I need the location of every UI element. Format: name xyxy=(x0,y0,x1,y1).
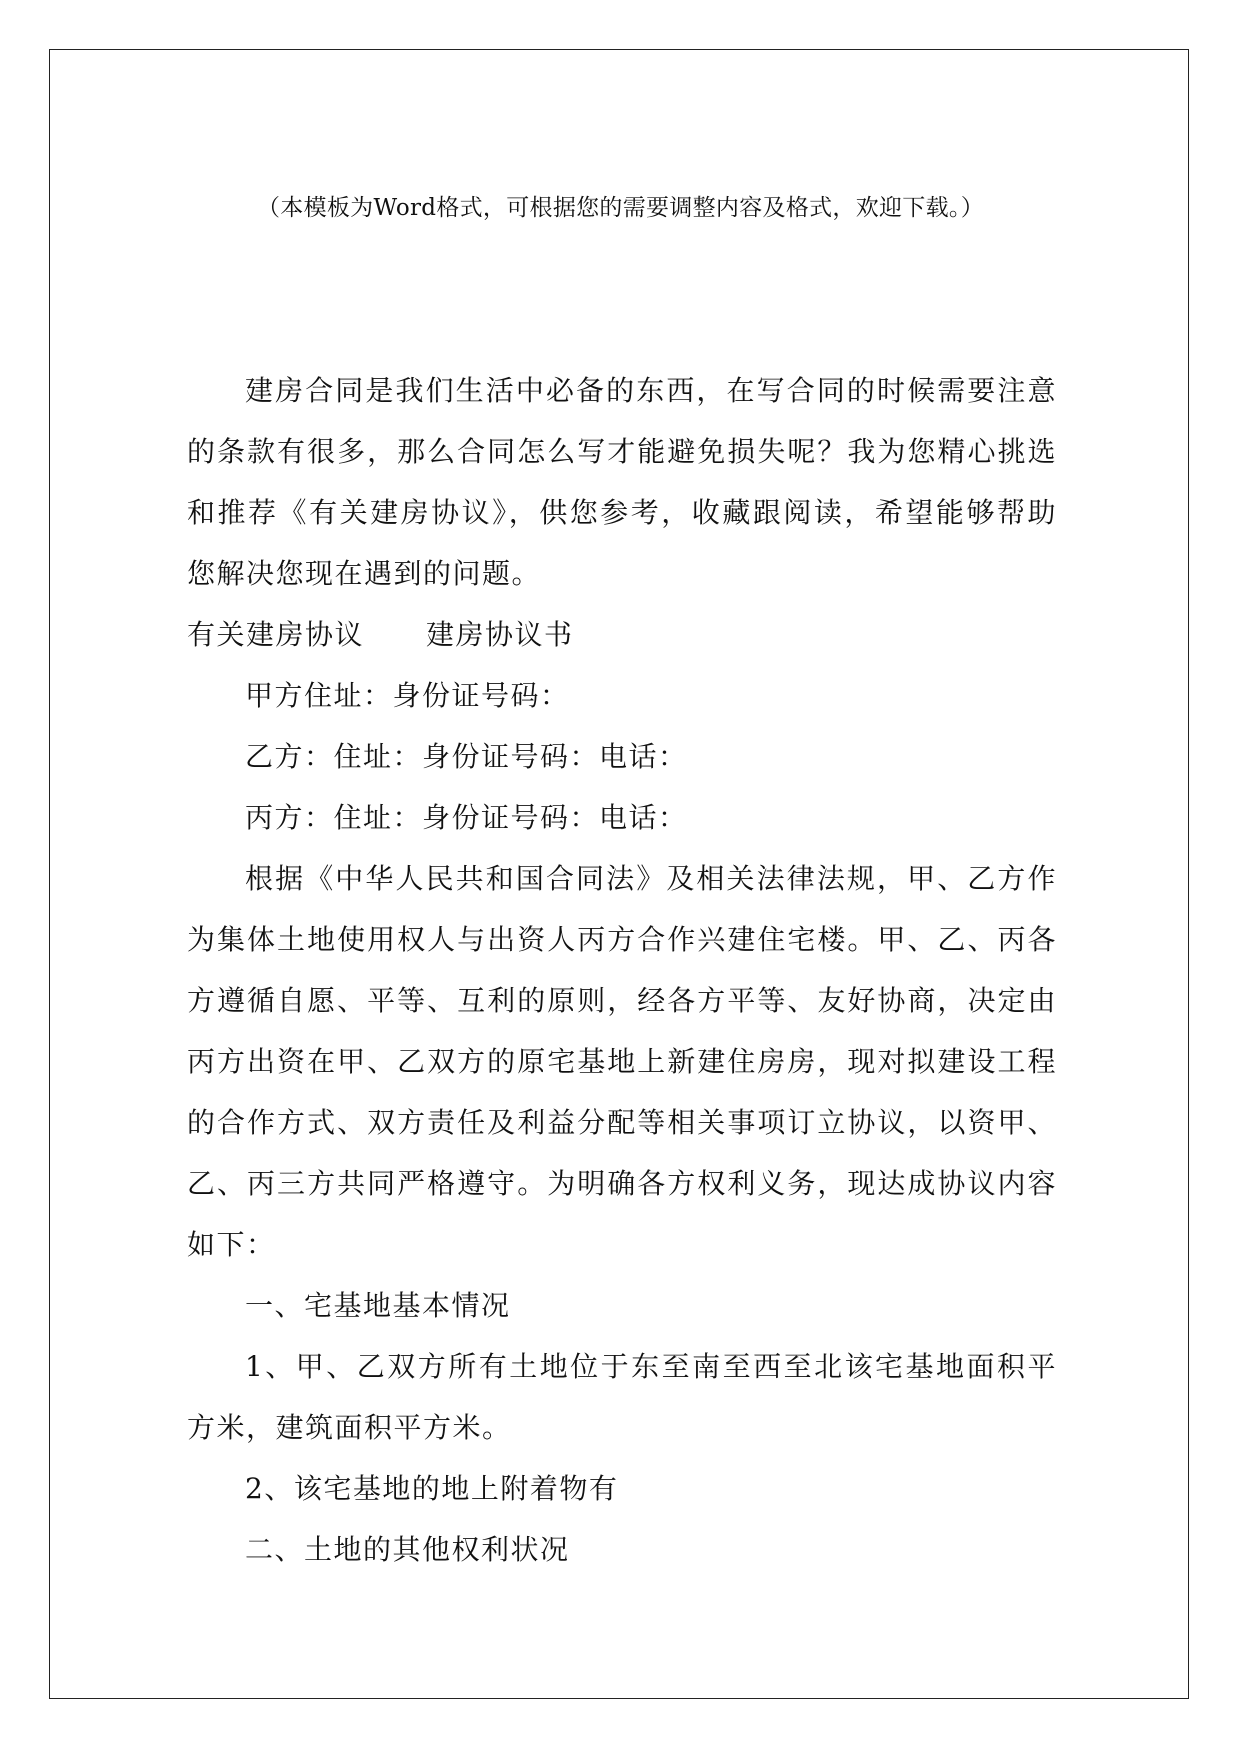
intro-paragraph: 建房合同是我们生活中必备的东西，在写合同的时候需要注意的条款有很多，那么合同怎么写才能避免损失呢？我为您精心挑选和推荐《有关建房协议》，供您参考，收藏跟阅读，希望能够帮助您解决您现在遇到的问题。 xyxy=(187,374,1057,590)
party-a-line: 甲方住址：身份证号码： xyxy=(245,679,570,712)
section-1-heading: 一、宅基地基本情况 xyxy=(245,1289,511,1322)
section-2-heading: 二、土地的其他权利状况 xyxy=(245,1533,570,1566)
document-body xyxy=(187,360,1057,1580)
party-c-line: 丙方：住址：身份证号码：电话： xyxy=(245,801,688,834)
party-b-line: 乙方：住址：身份证号码：电话： xyxy=(245,740,688,773)
section-1-item-2: 2、该宅基地的地上附着物有 xyxy=(245,1472,619,1505)
preamble-paragraph: 根据《中华人民共和国合同法》及相关法律法规，甲、乙方作为集体土地使用权人与出资人丙方合作兴建住宅楼。甲、乙、丙各方遵循自愿、平等、互利的原则，经各方平等、友好协商，决定由丙方出资在甲、乙双方的原宅基地上新建住房房，现对拟建设工程的合作方式、双方责任及利益分配等相关事项订立协议，以资甲、乙、丙三方共同严格遵守。为明确各方权利义务，现达成协议内容如下： xyxy=(187,862,1057,1261)
document-title xyxy=(187,604,1057,665)
section-1-item-1: 1、甲、乙双方所有土地位于东至南至西至北该宅基地面积平方米，建筑面积平方米。 xyxy=(187,1350,1057,1444)
title-right: 建房协议书 xyxy=(426,618,574,651)
template-note: （本模板为Word格式，可根据您的需要调整内容及格式，欢迎下载。） xyxy=(256,195,985,221)
title-left: 有关建房协议 xyxy=(187,618,365,651)
